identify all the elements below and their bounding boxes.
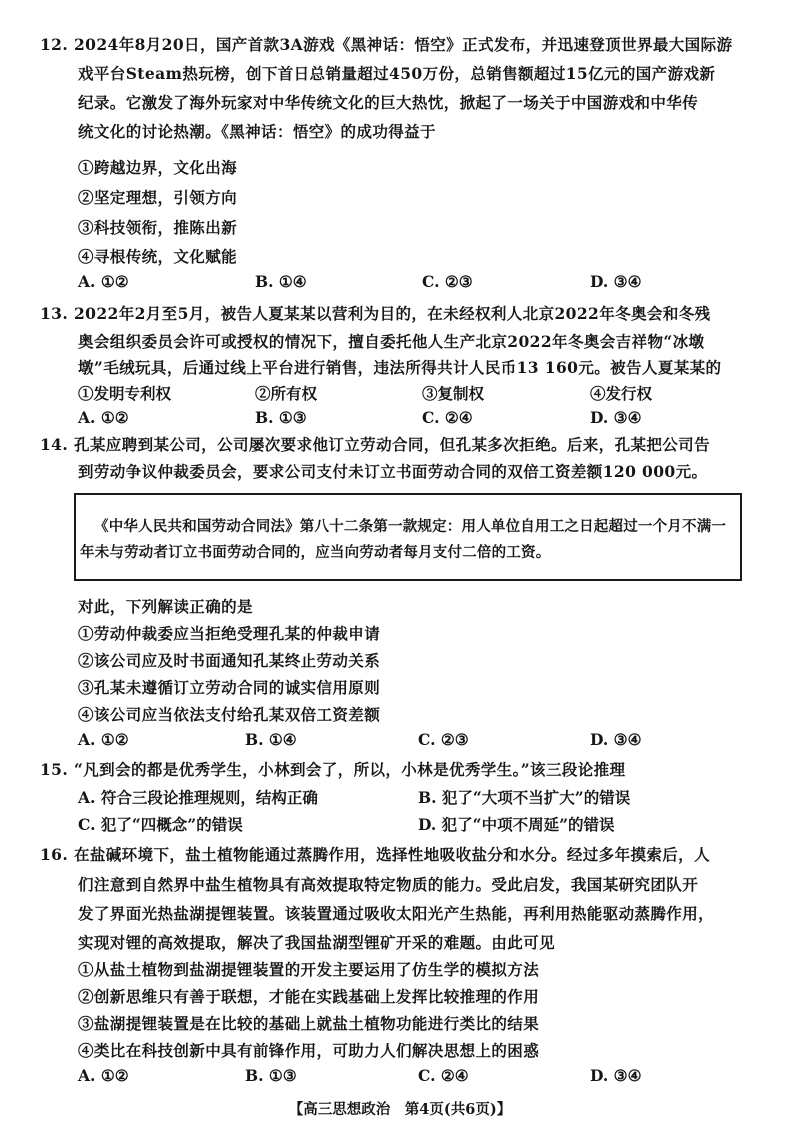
- page-footer: 【高三思想政治 第4页(共6页)】: [288, 1101, 512, 1118]
- q14-option-a: A. ①②: [78, 730, 129, 749]
- q13-stem-line-1: 13. 2022年2月至5月，被告人夏某某以营利为目的，在未经权利人北京2022年冬奥会和冬残: [40, 304, 711, 323]
- q13-option-a: A. ①②: [78, 408, 129, 427]
- q15-stem-line-1: 15. “凡到会的都是优秀学生，小林到会了，所以，小林是优秀学生。”该三段论推理: [40, 760, 626, 779]
- q16-stem-line-1: 16. 在盐碱环境下，盐土植物能通过蒸腾作用，选择性地吸收盐分和水分。经过多年摸索后，人: [40, 845, 710, 864]
- q13-option-c: C. ②④: [422, 408, 473, 427]
- q16-stem-line-3: 发了界面光热盐湖提锂装置。该装置通过吸收太阳光产生热能，再利用热能驱动蒸腾作用，: [78, 904, 715, 923]
- q13-item-1: ①发明专利权: [78, 384, 172, 403]
- q15-option-d: D. 犯了“中项不周延”的错误: [418, 815, 615, 834]
- q12-option-c: C. ②③: [422, 272, 473, 291]
- q12-item-2: ②坚定理想，引领方向: [78, 188, 238, 207]
- q16-option-c: C. ②④: [418, 1066, 469, 1085]
- q13-stem-line-3: 墩”毛绒玩具，后通过线上平台进行销售，违法所得共计人民币13 160元。被告人夏某某的: [78, 358, 722, 377]
- q12-stem-line-4: 统文化的讨论热潮。《黑神话：悟空》的成功得益于: [78, 122, 436, 141]
- q13-item-4: ④发行权: [590, 384, 653, 403]
- q14-item-2: ②该公司应及时书面通知孔某终止劳动关系: [78, 651, 381, 670]
- q15-option-c: C. 犯了“四概念”的错误: [78, 815, 243, 834]
- q12-option-b: B. ①④: [255, 272, 307, 291]
- q16-option-b: B. ①③: [245, 1066, 297, 1085]
- q16-item-4: ④类比在科技创新中具有前锋作用，可助力人们解决思想上的困惑: [78, 1041, 540, 1060]
- q14-prompt: 对此，下列解读正确的是: [78, 597, 253, 616]
- q14-item-1: ①劳动仲裁委应当拒绝受理孔某的仲裁申请: [78, 624, 381, 643]
- q14-item-3: ③孔某未遵循订立劳动合同的诚实信用原则: [78, 678, 381, 697]
- q12-option-a: A. ①②: [78, 272, 129, 291]
- q13-option-b: B. ①③: [255, 408, 307, 427]
- q14-stem-line-2: 到劳动争议仲裁委员会，要求公司支付未订立书面劳动合同的双倍工资差额120 000元。: [78, 462, 708, 481]
- q13-option-d: D. ③④: [590, 408, 642, 427]
- q13-item-2: ②所有权: [255, 384, 318, 403]
- q12-item-4: ④寻根传统，文化赋能: [78, 247, 238, 266]
- q14-legal-excerpt-line-1: 《中华人民共和国劳动合同法》第八十二条第一款规定：用人单位自用工之日起超过一个月不满一: [94, 518, 727, 535]
- q14-stem-line-1: 14. 孔某应聘到某公司，公司屡次要求他订立劳动合同，但孔某多次拒绝。后来，孔某把公司告: [40, 435, 710, 454]
- q12-stem-line-1: 12. 2024年8月20日，国产首款3A游戏《黑神话：悟空》正式发布，并迅速登顶世界最大国际游: [40, 35, 733, 54]
- q13-item-3: ③复制权: [422, 384, 485, 403]
- q12-stem-line-3: 纪录。它激发了海外玩家对中华传统文化的巨大热忱，掀起了一场关于中国游戏和中华传: [78, 93, 699, 112]
- q15-option-a: A. 符合三段论推理规则，结构正确: [78, 788, 318, 807]
- q16-stem-line-2: 们注意到自然界中盐生植物具有高效提取特定物质的能力。受此启发，我国某研究团队开: [78, 875, 699, 894]
- q14-legal-excerpt-box: [74, 493, 742, 581]
- q12-option-d: D. ③④: [590, 272, 642, 291]
- q14-option-c: C. ②③: [418, 730, 469, 749]
- q12-stem-line-2: 戏平台Steam热玩榜，创下首日总销量超过450万份，总销售额超过15亿元的国产游戏新: [78, 64, 716, 83]
- q12-item-3: ③科技领衔，推陈出新: [78, 218, 238, 237]
- q14-item-4: ④该公司应当依法支付给孔某双倍工资差额: [78, 705, 381, 724]
- q16-item-3: ③盐湖提锂装置是在比较的基础上就盐土植物功能进行类比的结果: [78, 1014, 540, 1033]
- q16-option-d: D. ③④: [590, 1066, 642, 1085]
- q16-item-2: ②创新思维只有善于联想，才能在实践基础上发挥比较推理的作用: [78, 987, 540, 1006]
- q12-item-1: ①跨越边界，文化出海: [78, 158, 238, 177]
- q16-item-1: ①从盐土植物到盐湖提锂装置的开发主要运用了仿生学的模拟方法: [78, 960, 540, 979]
- q14-legal-excerpt-line-2: 年未与劳动者订立书面劳动合同的，应当向劳动者每月支付二倍的工资。: [80, 544, 551, 561]
- q16-stem-line-4: 实现对锂的高效提取，解决了我国盐湖型锂矿开采的难题。由此可见: [78, 933, 556, 952]
- q14-option-d: D. ③④: [590, 730, 642, 749]
- q16-option-a: A. ①②: [78, 1066, 129, 1085]
- q15-option-b: B. 犯了“大项不当扩大”的错误: [418, 788, 631, 807]
- q14-option-b: B. ①④: [245, 730, 297, 749]
- q13-stem-line-2: 奥会组织委员会许可或授权的情况下，擅自委托他人生产北京2022年冬奥会吉祥物“冰墩: [78, 332, 705, 351]
